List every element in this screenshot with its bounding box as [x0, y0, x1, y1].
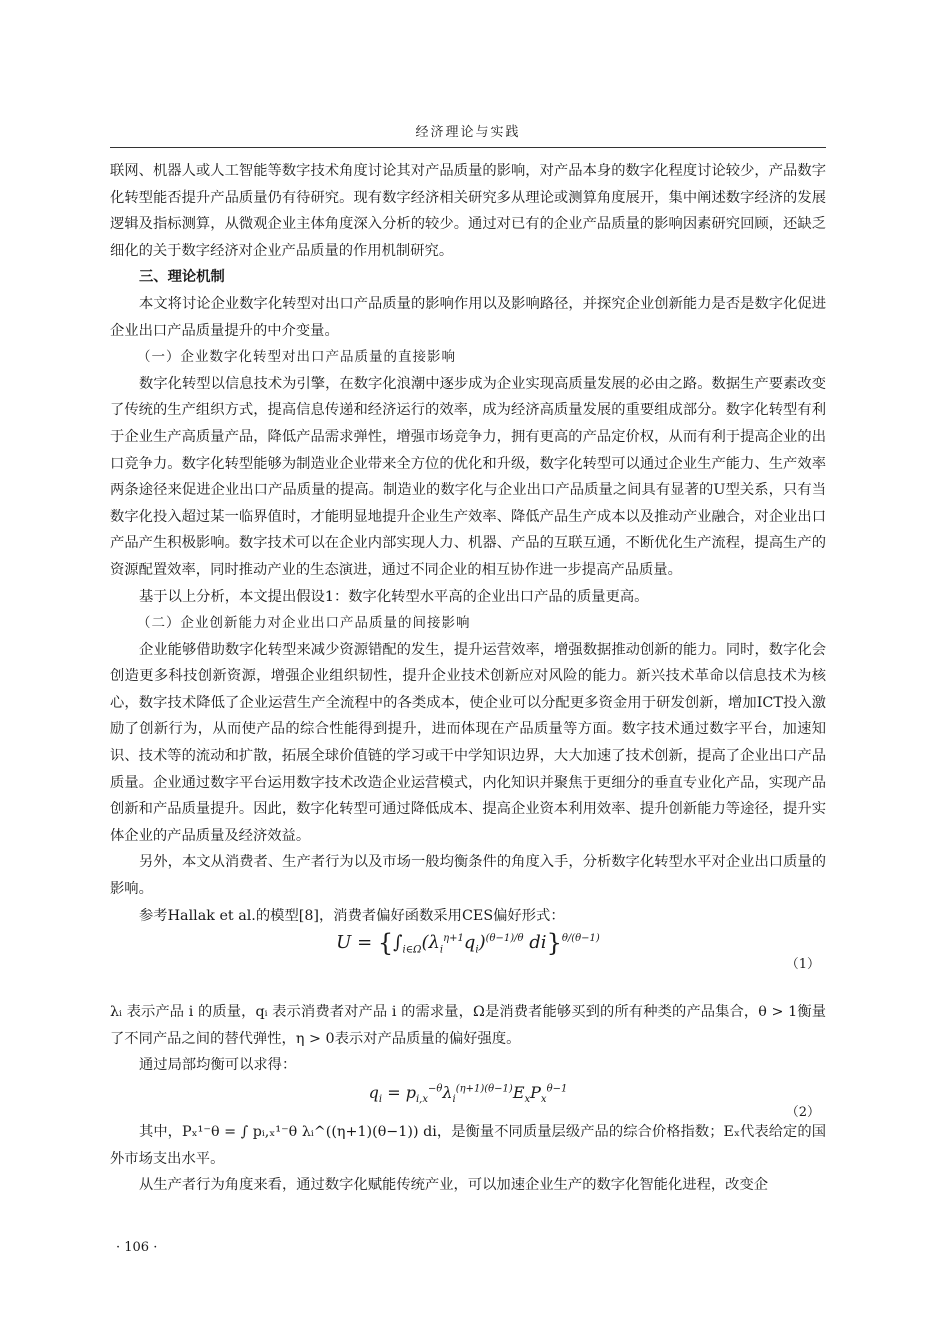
paragraph-6: 另外，本文从消费者、生产者行为以及市场一般均衡条件的角度入手，分析数字化转型水平对企业出口质量的影响。	[110, 854, 826, 898]
ces-utility-formula: $U = \{\int_{i\in\Omega}(\lambda_i^{\eta+1}q_i)^{(\theta-1)/\theta}$ di}$^{\theta/(\theta-1)}$	[336, 929, 600, 958]
section-heading-theory: 三、理论机制	[139, 269, 225, 286]
paragraph-1: 联网、机器人或人工智能等数字技术角度讨论其对产品质量的影响，对产品本身的数字化程度讨论较少，产品数字化转型能否提升产品质量仍有待研究。现有数字经济相关研究多从理论或测算角度展开，集中阐述数字经济的发展逻辑及指标测算，从微观企业主体角度深入分析的较少。通过对已有的企业产品质量的影响因素研究回顾，还缺乏细化的关于数字经济对企业产品质量的作用机制研究。	[110, 163, 826, 259]
equation-2-number: （2）	[785, 1105, 820, 1120]
subheading-indirect-effect: （二）企业创新能力对企业出口产品质量的间接影响	[137, 615, 471, 632]
page-body	[110, 158, 826, 1199]
paragraph-2: 本文将讨论企业数字化转型对出口产品质量的影响作用以及影响路径，并探究企业创新能力是否是数字化促进企业出口产品质量提升的中介变量。	[110, 295, 826, 339]
equation-2	[110, 1079, 826, 1119]
equation-1-number: （1）	[785, 957, 820, 973]
paragraph-9: 通过局部均衡可以求得：	[139, 1057, 297, 1074]
running-header: 经济理论与实践	[415, 125, 521, 140]
paragraph-11: 从生产者行为角度来看，通过数字化赋能传统产业，可以加速企业生产的数字化智能化进程，改变企	[139, 1177, 769, 1194]
paragraph-5: 企业能够借助数字化转型来减少资源错配的发生，提升运营效率，增强数据推动创新的能力。同时，数字化会创造更多科技创新资源，增强企业组织韧性，提升企业技术创新应对风险的能力。新兴技术革命以信息技术为核心，数字技术降低了企业运营生产全流程中的各类成本，使企业可以分配更多资金用于研发创新，增加ICT投入激励了创新行为，从而使产品的综合性能得到提升，进而体现在产品质量等方面。数字技术通过数字平台，加速知识、技术等的流动和扩散，拓展全球价值链的学习或干中学知识边界，大大加速了技术创新，提高了企业出口产品质量。企业通过数字平台运用数字技术改造企业运营模式，内化知识并聚焦于更细分的垂直专业化产品，实现产品创新和产品质量提升。因此，数字化转型可通过降低成本、提高企业资本利用效率、提升创新能力等途径，提升实体企业的产品质量及经济效益。	[110, 641, 826, 844]
paragraph-8: λᵢ 表示产品 i 的质量，qᵢ 表示消费者对产品 i 的需求量，Ω是消费者能够买到的所有种类的产品集合，θ > 1衡量了不同产品之间的替代弹性，η > 0表示对产品质量的偏好强度。	[110, 1004, 826, 1047]
paragraph-7: 参考Hallak et al.的模型[8]，消费者偏好函数采用CES偏好形式：	[139, 907, 565, 924]
subheading-direct-effect: （一）企业数字化转型对出口产品质量的直接影响	[137, 349, 456, 366]
header-rule	[110, 147, 826, 148]
paragraph-3: 数字化转型以信息技术为引擎，在数字化浪潮中逐步成为企业实现高质量发展的必由之路。数据生产要素改变了传统的生产组织方式，提高信息传递和经济运行的效率，成为经济高质量发展的重要组成部分。数字化转型有利于企业生产高质量产品，降低产品需求弹性，增强市场竞争力，拥有更高的产品定价权，从而有利于提高企业的出口竞争力。数字化转型能够为制造业企业带来全方位的优化和升级，数字化转型可以通过企业生产能力、生产效率两条途径来促进企业出口产品质量的提高。制造业的数字化与企业出口产品质量之间具有显著的U型关系，只有当数字化投入超过某一临界值时，才能明显地提升企业生产效率、降低产品生产成本以及推动产业融合，对企业出口产品产生积极影响。数字技术可以在企业内部实现人力、机器、产品的互联互通，不断优化生产流程，提高生产的资源配置效率，同时推动产业的生态演进，通过不同企业的相互协作进一步提高产品质量。	[110, 375, 826, 578]
demand-formula: $q_i = p_{i,x}^{-\theta}\lambda_i^{(\eta+1)(\theta-1)}E_xP_x^{\theta-1}$	[368, 1083, 568, 1106]
paragraph-10: 其中，Pₓ¹⁻θ = ∫ pᵢ,ₓ¹⁻θ λᵢ^((η+1)(θ−1)) di，是衡量不同质量层级产品的综合价格指数；Eₓ代表给定的国外市场支出水平。	[110, 1124, 826, 1167]
hypothesis-1: 基于以上分析，本文提出假设1：数字化转型水平高的企业出口产品的质量更高。	[139, 588, 649, 605]
equation-1	[110, 929, 826, 999]
page-number: · 106 ·	[116, 1240, 158, 1255]
